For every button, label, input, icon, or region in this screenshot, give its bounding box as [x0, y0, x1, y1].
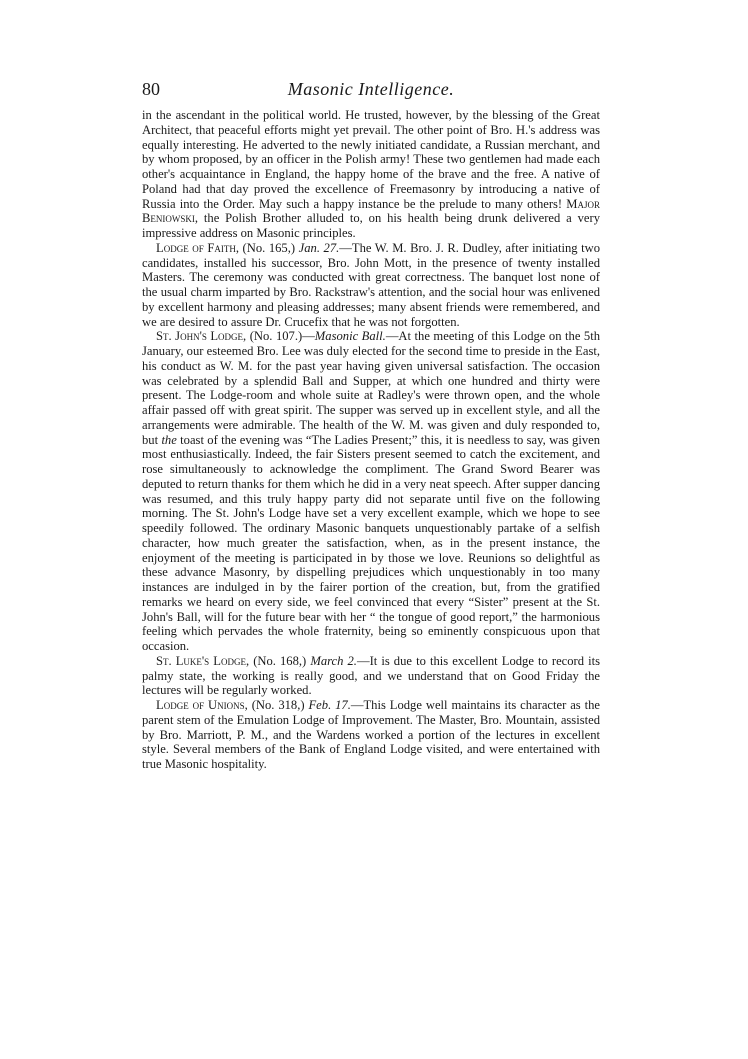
emphasis: the	[161, 432, 177, 447]
page-number: 80	[142, 79, 160, 99]
lodge-name: Lodge of Unions	[156, 698, 245, 712]
text-segment: —This Lodge well maintains its character as the parent stem of the Emulation Lodge of Improvement. The Master, Bro. Mountain, assisted by Bro. Marriott, P. M., and the Wardens worked a portion of the lectures in excellent style. Several members of the Bank of England Lodge visited, and were entertained with true Masonic hospitality.	[142, 698, 600, 771]
running-title: Masonic Intelligence.	[287, 79, 455, 99]
lodge-name: St. John's Lodge	[156, 329, 244, 344]
event-title: Masonic Ball.	[314, 329, 386, 344]
text-segment: , (No. 107.)—	[243, 329, 315, 344]
text-segment: , (No. 318,)	[244, 698, 309, 712]
text-segment: , (No. 168,)	[245, 653, 311, 668]
text-segment: , (No. 165,)	[235, 240, 299, 255]
text-segment: —It is due to this excellent Lodge to record its palmy state, the working is really good, and we understand that on Good Friday the lectures will be regularly worked.	[142, 653, 601, 698]
paragraph-polish-brother	[142, 108, 600, 241]
paragraph-st-johns-lodge	[142, 329, 600, 654]
page-header	[142, 79, 600, 106]
book-page	[142, 79, 601, 772]
entry-date: Feb. 17.	[308, 698, 351, 712]
paragraph-lodge-of-faith	[142, 241, 600, 330]
text-segment: in the ascendant in the political world. He trusted, however, by the blessing of the Great Architect, that peaceful efforts might yet prevail. The other point of Bro. H.'s address was equally interesting. He adverted to the newly initiated candidate, a Russian merchant, and by whom proposed, by an officer in the Polish army! These two gentlemen had made each other's acquaintance in England, the happy home of the brave and the free. A native of Poland had that day proved the excellence of Freemasonry by introducing a native of Russia into the Order. May such a happy instance be the prelude to many others!	[142, 108, 600, 211]
lodge-name: St. Luke's Lodge	[156, 653, 246, 668]
text-segment: —At the meeting of this Lodge on the 5th January, our esteemed Bro. Lee was duly elected for the second time to preside in the East, his conduct as W. M. for the past year having given universal satisfaction. The occasion was celebrated by a splendid Ball and Supper, at which one hundred and thirty were present. The Lodge-room and whole suite at Radley's were thrown open, and the whole affair passed off with great spirit. The supper was served up in excellent style, and all the arrangements were admirable. The health of the W. M. was given and duly responded to, but	[142, 329, 601, 447]
entry-date: Jan. 27.	[298, 240, 340, 255]
entry-date: March 2.	[310, 653, 357, 668]
text-segment: toast of the evening was “The Ladies Present;” this, it is needless to say, was given most enthusiastically. Indeed, the fair Sisters present seemed to catch the excitement, and rose simultaneously to acknowledge the compliment. The Grand Sword Bearer was deputed to return thanks for them which he did in a very neat speech. After supper dancing was resumed, and this truly happy party did not separate until five on the following morning. The St. John's Lodge have set a very excellent example, which we hope to see speedily followed. The ordinary Masonic banquets unquestionably partake of a selfish character, how much greater the satisfaction, when, as in the present instance, the enjoyment of the meeting is participated in by those we love. Reunions so delightful as these advance Masonry, by dispelling prejudices which unquestionably in too many instances are indulged in by the fairer portion of the creation, but, from the gratified remarks we heard on every side, we feel convinced that every “Sister” present at the St. John's Ball, will for the future bear with her “ the tongue of good report,” the harmonious feeling which pervades the whole fraternity, being so eminently conspicuous upon that occasion.	[142, 432, 600, 653]
paragraph-st-lukes-lodge	[142, 654, 600, 698]
paragraph-lodge-of-unions	[142, 698, 600, 772]
lodge-name: Lodge of Faith	[156, 240, 236, 255]
person-name: Major Beniowski	[142, 196, 600, 226]
text-segment: , the Polish Brother alluded to, on his health being drunk delivered a very impressive address on Masonic principles.	[142, 211, 600, 240]
text-segment: —The W. M. Bro. J. R. Dudley, after initiating two candidates, installed his successor, Bro. John Mott, in the presence of twenty installed Masters. The ceremony was conducted with great correctness. The banquet lost none of the usual charm imparted by Bro. Rackstraw's attention, and the social hour was enlivened by excellent harmony and pleasing addresses; many absent friends were remembered, and we are desired to assure Dr. Crucefix that he was not forgotten.	[142, 240, 600, 329]
